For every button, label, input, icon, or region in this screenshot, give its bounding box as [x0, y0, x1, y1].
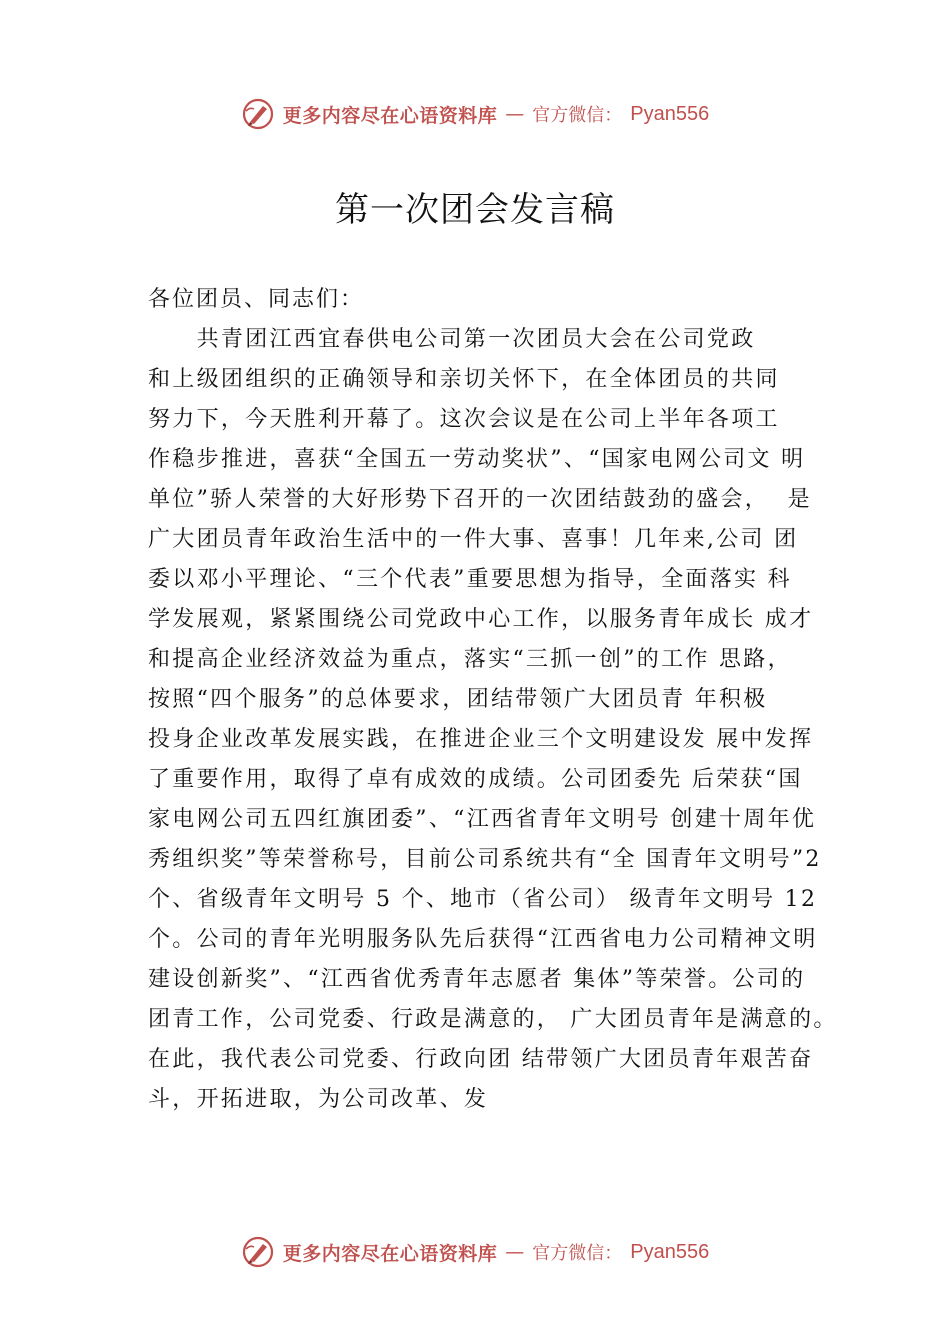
banner-dash: —: [505, 1241, 525, 1263]
body-line: 个。公司的青年光明服务队先后获得“江西省电力公司精神文明: [148, 927, 818, 952]
body-line: 努力下，今天胜利开幕了。这次会议是在公司上半年各项工: [148, 407, 780, 432]
banner-slogan: 更多内容尽在心语资料库: [282, 1242, 498, 1265]
body-line: 单位”骄人荣誉的大好形势下召开的一次团结鼓劲的盛会， 是: [148, 487, 812, 512]
body-line: 广大团员青年政治生活中的一件大事、喜事！几年来,公司 团: [148, 527, 799, 552]
body-line: 秀组织奖”等荣誉称号，目前公司系统共有“全 国青年文明号”2: [148, 847, 822, 872]
body-line: 和提高企业经济效益为重点，落实“三抓一创”的工作 思路，: [148, 647, 792, 672]
body-line: 投身企业改革发展实践，在推进企业三个文明建设发 展中发挥: [148, 727, 814, 752]
body-line: 共青团江西宜春供电公司第一次团员大会在公司党政: [148, 327, 756, 352]
banner-wechat-id: Pyan556: [630, 102, 710, 125]
body-line: 斗，开拓进取，为公司改革、发: [148, 1087, 489, 1112]
body-line: 学发展观，紧紧围绕公司党政中心工作，以服务青年成长 成才: [148, 607, 814, 632]
body-line: 在此，我代表公司党委、行政向团 结带领广大团员青年艰苦奋: [148, 1047, 814, 1072]
body-line: 个、省级青年文明号 5 个、地市（省公司） 级青年文明号 12: [148, 887, 818, 912]
banner-dash: —: [505, 103, 525, 125]
banner-wechat-label: 官方微信：: [532, 1243, 623, 1264]
body-line: 家电网公司五四红旗团委”、“江西省青年文明号 创建十周年优: [148, 807, 817, 832]
body-line: 按照“四个服务”的总体要求，团结带领广大团员青 年积极: [148, 687, 768, 712]
greeting: 各位团员、同志们：: [148, 287, 365, 312]
pen-circle-logo-icon: [241, 97, 275, 131]
body-line: 委以邓小平理论、“三个代表”重要思想为指导，全面落实 科: [148, 567, 792, 592]
page-title: 第一次团会发言稿: [335, 190, 615, 230]
banner-wechat-id: Pyan556: [630, 1240, 710, 1263]
body-line: 和上级团组织的正确领导和亲切关怀下，在全体团员的共同: [148, 367, 780, 392]
footer-banner: [0, 1232, 950, 1272]
header-banner: [0, 94, 950, 134]
body-paragraph: [148, 320, 838, 1120]
body-line: 作稳步推进，喜获“全国五一劳动奖状”、“国家电网公司文 明: [148, 447, 806, 472]
banner-wechat-label: 官方微信：: [532, 105, 623, 126]
body-line: 团青工作，公司党委、行政是满意的， 广大团员青年是满意的。: [148, 1007, 838, 1032]
body-line: 建设创新奖”、“江西省优秀青年志愿者 集体”等荣誉。公司的: [148, 967, 806, 992]
banner-slogan: 更多内容尽在心语资料库: [282, 104, 498, 127]
pen-circle-logo-icon: [241, 1235, 275, 1269]
body-line: 了重要作用，取得了卓有成效的成绩。公司团委先 后荣获“国: [148, 767, 803, 792]
